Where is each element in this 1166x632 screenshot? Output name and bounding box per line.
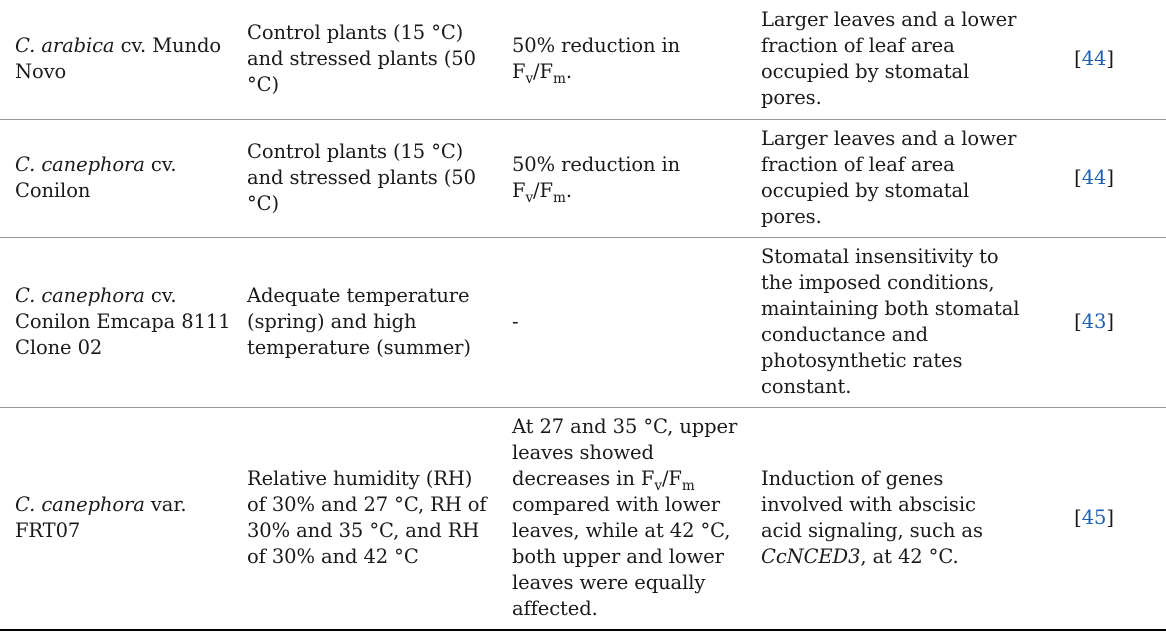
table-row (0, 237, 1166, 407)
table-row (0, 0, 1166, 119)
condition-cell: Relative humidity (RH) of 30% and 27 °C, RH of 30% and 35 °C, and RH of 30% and 42 °C (232, 407, 497, 630)
stomatal-cell: Larger leaves and a lower fraction of leaf area occupied by stomatal pores. (746, 119, 1022, 237)
photosynthesis-cell: 50% reduction in $F_v/F_m$. (497, 0, 746, 119)
genotype-cell: C. arabica cv. Mundo Novo (0, 0, 232, 119)
table-row (0, 119, 1166, 237)
condition-cell: Control plants (15 °C) and stressed plants (50 °C) (232, 0, 497, 119)
genotype-cell: C. canephora cv. Conilon Emcapa 8111 Clone 02 (0, 237, 232, 407)
stomatal-cell: Larger leaves and a lower fraction of leaf area occupied by stomatal pores. (746, 0, 1022, 119)
genotype-cell: C. canephora var. FRT07 (0, 407, 232, 630)
reference-cell: [44] (1022, 0, 1166, 119)
condition-cell: Control plants (15 °C) and stressed plants (50 °C) (232, 119, 497, 237)
stomatal-cell: Stomatal insensitivity to the imposed conditions, maintaining both stomatal conductance and photosynthetic rates constant. (746, 237, 1022, 407)
photosynthesis-cell: - (497, 237, 746, 407)
stomatal-cell: Induction of genes involved with abscisic acid signaling, such as CcNCED3, at 42 °C. (746, 407, 1022, 630)
photosynthesis-cell: 50% reduction in $F_v/F_m$. (497, 119, 746, 237)
reference-cell: [45] (1022, 407, 1166, 630)
citation-link[interactable]: 45 (1081, 506, 1107, 530)
photosynthesis-cell: At 27 and 35 °C, upper leaves showed decreases in $F_v/F_m$ compared with lower leaves, while at 42 °C, both upper and lower leaves were equally affected. (497, 407, 746, 630)
genotype-cell: C. canephora cv. Conilon (0, 119, 232, 237)
citation-link[interactable]: 43 (1081, 310, 1107, 333)
table-row (0, 407, 1166, 630)
reference-cell: [43] (1022, 237, 1166, 407)
citation-link[interactable]: 44 (1081, 47, 1107, 71)
citation-link[interactable]: 44 (1081, 166, 1107, 189)
condition-cell: Adequate temperature (spring) and high temperature (summer) (232, 237, 497, 407)
gene-name: CcNCED3 (761, 545, 861, 569)
reference-cell: [44] (1022, 119, 1166, 237)
